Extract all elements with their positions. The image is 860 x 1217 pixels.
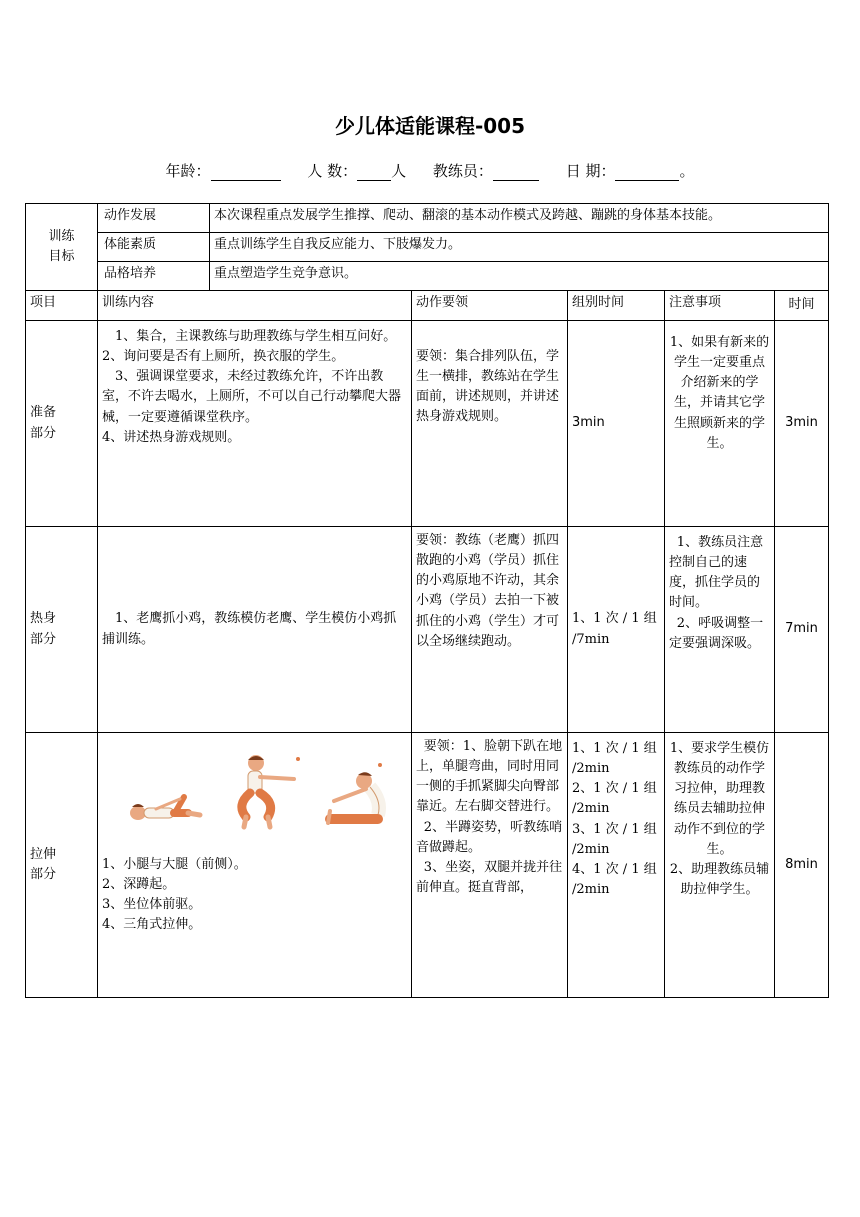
- header-key: 动作要领: [412, 291, 568, 321]
- section-name-line2: 部分: [30, 631, 57, 647]
- header-notes: 注意事项: [665, 291, 775, 321]
- content-line: 2、深蹲起。: [102, 877, 176, 893]
- group-line: 1、1 次 / 1 组 /7min: [572, 611, 657, 647]
- section-key: [412, 321, 568, 527]
- header-time: 时间: [775, 291, 829, 321]
- age-field[interactable]: [211, 164, 281, 181]
- goal-name: 动作发展: [98, 204, 210, 233]
- key-line: 要领：1、脸朝下趴在地上，单腿弯曲，同时用同一侧的手抓紧脚尖向臀部靠近。左右脚交替进行。: [416, 739, 563, 815]
- key-line: 3、坐姿，双腿并拢并往前伸直。挺直背部，: [416, 859, 563, 895]
- content-line: 4、讲述热身游戏规则。: [102, 429, 241, 445]
- section-notes: [665, 733, 775, 998]
- end-mark: 。: [679, 162, 695, 180]
- section-name-cell: [26, 527, 98, 733]
- goal-text: 本次课程重点发展学生推撑、爬动、翻滚的基本动作模式及跨越、蹦跳的身体基本技能。: [210, 204, 829, 233]
- notes-line: 1、要求学生模仿教练员的动作学习拉伸，助理教练员去辅助拉伸动作不到位的学生。: [669, 741, 770, 857]
- goals-label-cell: [26, 204, 98, 291]
- stretch-illustrations: [102, 753, 407, 833]
- key-line: 要领：教练（老鹰）抓四散跑的小鸡（学员）抓住的小鸡原地不许动，其余小鸡（学员）去拍一下被抓住的小鸡（学生）才可以全场继续跑动。: [416, 533, 560, 649]
- goal-row: [26, 233, 829, 262]
- content-line: 3、坐位体前驱。: [102, 897, 202, 913]
- section-group: [568, 321, 665, 527]
- section-row-prep: [26, 321, 829, 527]
- section-time: 3min: [775, 321, 829, 527]
- content-line: 2、询问要是否有上厕所，换衣服的学生。: [102, 349, 345, 365]
- header-content: 训练内容: [98, 291, 412, 321]
- group-line: 1、1 次 / 1 组 /2min: [572, 741, 657, 777]
- notes-line: 2、助理教练员辅助拉伸学生。: [669, 861, 770, 897]
- section-key: [412, 733, 568, 998]
- goal-name: 体能素质: [98, 233, 210, 262]
- header-item: 项目: [26, 291, 98, 321]
- header-row: [26, 291, 829, 321]
- content-line: 1、小腿与大腿（前侧）。: [102, 857, 247, 872]
- section-row-stretch: [26, 733, 829, 998]
- count-unit: 人: [391, 162, 407, 180]
- goals-label-line1: 训练: [48, 228, 75, 244]
- group-line: 4、1 次 / 1 组 /2min: [572, 861, 657, 897]
- header-group: 组别时间: [568, 291, 665, 321]
- section-name-line1: 热身: [30, 611, 57, 627]
- section-notes: [665, 527, 775, 733]
- section-name-line1: 准备: [30, 405, 57, 421]
- section-key: [412, 527, 568, 733]
- content-line: 1、老鹰抓小鸡，教练模仿老鹰、学生模仿小鸡抓捕训练。: [102, 611, 397, 647]
- age-label: 年龄：: [165, 162, 211, 180]
- content-line: 3、强调课堂要求，未经过教练允许，不许出教室，不许去喝水，上厕所，不可以自己行动攀爬大器械，一定要遵循课堂秩序。: [102, 369, 402, 425]
- section-content: [98, 321, 412, 527]
- section-row-warmup: [26, 527, 829, 733]
- squat-figure: [232, 753, 302, 831]
- section-name-cell: [26, 733, 98, 998]
- goal-text: 重点塑造学生竞争意识。: [210, 262, 829, 291]
- goal-text: 重点训练学生自我反应能力、下肢爆发力。: [210, 233, 829, 262]
- section-name-line2: 部分: [30, 867, 57, 882]
- section-notes: [665, 321, 775, 527]
- section-group: [568, 527, 665, 733]
- section-time: 8min: [775, 733, 829, 998]
- section-name-line1: 拉伸: [30, 846, 57, 862]
- course-plan-table: [25, 203, 829, 998]
- info-line: [0, 160, 860, 181]
- section-content: [98, 527, 412, 733]
- key-line: 2、半蹲姿势，听教练哨音做蹲起。: [416, 819, 563, 855]
- coach-label: 教练员：: [432, 162, 493, 180]
- lying-stretch-figure: [126, 791, 208, 827]
- seated-stretch-figure: [320, 761, 394, 831]
- section-name-cell: [26, 321, 98, 527]
- key-line: 要领：集合排列队伍，学生一横排，教练站在学生面前，讲述规则，并讲述热身游戏规则。: [416, 349, 560, 425]
- notes-line: 1、教练员注意控制自己的速度，抓住学员的时间。: [669, 535, 764, 611]
- count-label: 人 数：: [307, 162, 358, 180]
- page-title: 少儿体适能课程-005: [334, 114, 526, 138]
- content-line: 1、集合，主课教练与助理教练与学生相互问好。: [115, 329, 397, 344]
- coach-field[interactable]: [493, 164, 539, 181]
- group-line: 3、1 次 / 1 组 /2min: [572, 821, 657, 857]
- notes-line: 1、如果有新来的学生一定要重点介绍新来的学生，并请其它学生照顾新来的学生。: [669, 335, 770, 451]
- goal-name: 品格培养: [98, 262, 210, 291]
- date-field[interactable]: [615, 164, 679, 181]
- section-group: [568, 733, 665, 998]
- count-field[interactable]: [357, 164, 391, 181]
- group-line: 3min: [572, 415, 605, 431]
- date-label: 日 期：: [565, 162, 616, 180]
- notes-line: 2、呼吸调整一定要强调深吸。: [669, 615, 764, 651]
- goal-row: [26, 204, 829, 233]
- section-name-line2: 部分: [30, 425, 57, 441]
- content-line: 4、三角式拉伸。: [102, 917, 202, 933]
- goals-label-line2: 目标: [48, 249, 75, 264]
- section-content: [98, 733, 412, 998]
- section-time: 7min: [775, 527, 829, 733]
- group-line: 2、1 次 / 1 组 /2min: [572, 781, 657, 817]
- goal-row: [26, 262, 829, 291]
